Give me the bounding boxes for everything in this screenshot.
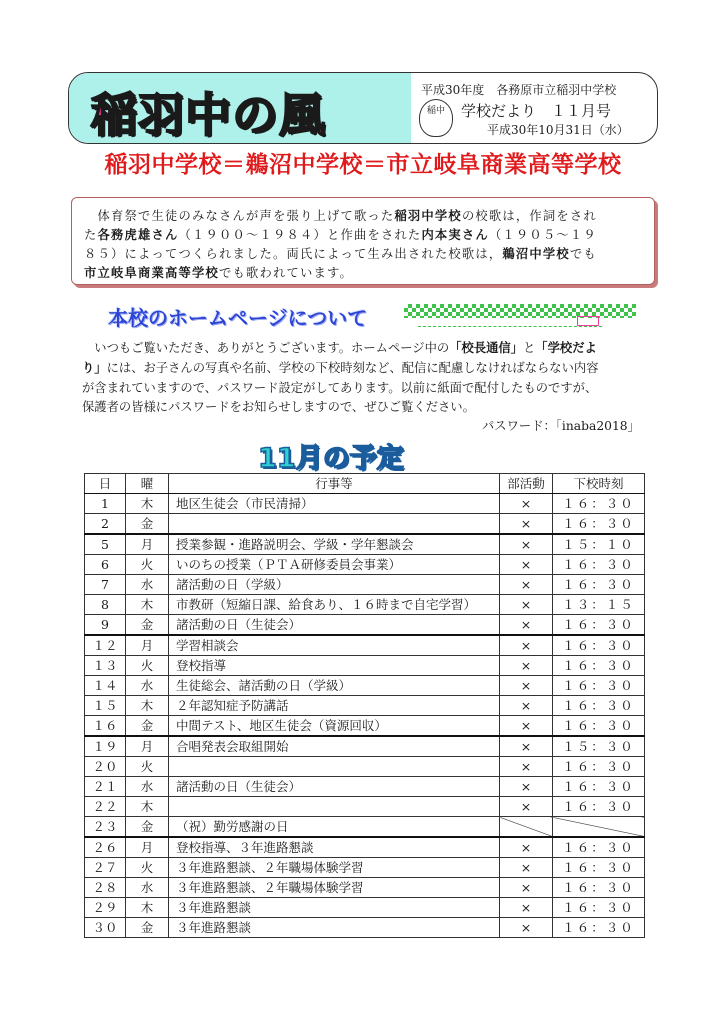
table-row: [85, 716, 645, 737]
cell-club: ×: [500, 676, 553, 696]
cell-club: ×: [500, 858, 553, 878]
cell-event: 地区生徒会（市民清掃）: [169, 494, 500, 514]
cell-event: ３年進路懇談、２年職場体験学習: [169, 878, 500, 898]
cell-day: １４: [85, 676, 126, 696]
cell-club: ×: [500, 575, 553, 595]
table-row: [85, 575, 645, 595]
cell-dismissal: １６：３０: [553, 494, 645, 514]
table-row: [85, 777, 645, 797]
cell-weekday: 水: [126, 676, 169, 696]
cell-weekday: 木: [126, 898, 169, 918]
cell-event: 諸活動の日（学級）: [169, 575, 500, 595]
table-row: [85, 514, 645, 535]
cell-club: ×: [500, 898, 553, 918]
homepage-text-line: いつもご覧いただき、ありがとうございます。ホームページ中の「校長通信」と「学校だよ: [82, 340, 597, 355]
cell-day: ２２: [85, 797, 126, 817]
cell-dismissal: １６：３０: [553, 878, 645, 898]
cell-weekday: 水: [126, 878, 169, 898]
cell-event: 登校指導、３年進路懇談: [169, 837, 500, 858]
cell-dismissal: １６：３０: [553, 898, 645, 918]
school-song-notice: [71, 197, 655, 285]
cell-dismissal: １６：３０: [553, 575, 645, 595]
table-row: [85, 858, 645, 878]
cell-weekday: 月: [126, 635, 169, 656]
cell-event: 合唱発表会取組開始: [169, 736, 500, 757]
table-row: [85, 555, 645, 575]
cell-dismissal: １５：３０: [553, 736, 645, 757]
cell-club: ×: [500, 837, 553, 858]
cell-club: ×: [500, 797, 553, 817]
cell-weekday: 木: [126, 696, 169, 716]
cell-club: ×: [500, 696, 553, 716]
cell-dismissal: １６：３０: [553, 797, 645, 817]
table-row: [85, 757, 645, 777]
table-row: [85, 898, 645, 918]
cell-dismissal: １６：３０: [553, 635, 645, 656]
cell-club: ×: [500, 514, 553, 535]
cell-day: 8: [85, 595, 126, 615]
cell-day: １９: [85, 736, 126, 757]
cell-event: ３年進路懇談: [169, 898, 500, 918]
cell-day: ３０: [85, 918, 126, 938]
cell-weekday: 木: [126, 494, 169, 514]
cell-dismissal: １６：３０: [553, 615, 645, 636]
cell-weekday: 金: [126, 615, 169, 636]
homepage-text-line: り」には、お子さんの写真や名前、学校の下校時刻など、配信に配慮しなければならない内容: [82, 360, 599, 375]
schedule-heading: 11月の予定: [258, 443, 404, 474]
cell-weekday: 月: [126, 736, 169, 757]
column-header-weekday: 曜: [126, 474, 169, 494]
cell-event: ２年認知症予防講話: [169, 696, 500, 716]
cell-day: 2: [85, 514, 126, 535]
cell-weekday: 金: [126, 918, 169, 938]
cell-club: [500, 817, 553, 838]
column-header-club: 部活動: [500, 474, 553, 494]
emblem-label: 稲中: [426, 106, 445, 116]
table-row: [85, 595, 645, 615]
cell-day: ２１: [85, 777, 126, 797]
cell-dismissal: １６：３０: [553, 777, 645, 797]
cell-day: １６: [85, 716, 126, 737]
cell-weekday: 木: [126, 797, 169, 817]
table-row: [85, 817, 645, 838]
table-row: [85, 918, 645, 938]
cell-day: ２３: [85, 817, 126, 838]
schedule-table: [84, 473, 645, 938]
cell-weekday: 月: [126, 534, 169, 555]
column-header-event: 行事等: [169, 474, 500, 494]
table-row: [85, 797, 645, 817]
homepage-section-heading: 本校のホームページについて: [108, 306, 368, 330]
cell-day: ２８: [85, 878, 126, 898]
cell-day: １３: [85, 656, 126, 676]
table-row: [85, 736, 645, 757]
table-row: [85, 676, 645, 696]
cell-dismissal: [553, 817, 645, 838]
column-header-dismissal: 下校時刻: [553, 474, 645, 494]
cell-event: 授業参観・進路説明会、学級・学年懇談会: [169, 534, 500, 555]
cell-day: ２６: [85, 837, 126, 858]
issue-title: 学校だより １１月号: [461, 102, 612, 120]
cell-club: ×: [500, 635, 553, 656]
cell-dismissal: １６：３０: [553, 757, 645, 777]
cell-event: （祝）勤労感謝の日: [169, 817, 500, 838]
cell-event: 生徒総会、諸活動の日（学級）: [169, 676, 500, 696]
cell-day: 1: [85, 494, 126, 514]
cell-event: いのちの授業（ＰＴＡ研修委員会事業）: [169, 555, 500, 575]
schools-banner: 稲羽中学校＝鵜沼中学校＝市立岐阜商業高等学校: [104, 152, 622, 178]
cell-dismissal: １６：３０: [553, 696, 645, 716]
cell-event: 市教研（短縮日課、給食あり、１６時まで自宅学習）: [169, 595, 500, 615]
cell-weekday: 木: [126, 595, 169, 615]
newsletter-title: 稲羽中の風: [91, 88, 326, 142]
cell-event: ３年進路懇談、２年職場体験学習: [169, 858, 500, 878]
cell-day: ２７: [85, 858, 126, 878]
cell-dismissal: １６：３０: [553, 656, 645, 676]
table-row: [85, 494, 645, 514]
cell-day: ２０: [85, 757, 126, 777]
cell-dismissal: １６：３０: [553, 716, 645, 737]
cell-dismissal: １６：３０: [553, 555, 645, 575]
cell-day: １５: [85, 696, 126, 716]
homepage-text-line: 保護者の皆様にパスワードをお知らせしますので、ぜひご覧ください。: [82, 400, 475, 414]
cell-day: 5: [85, 534, 126, 555]
cell-club: ×: [500, 615, 553, 636]
cell-dismissal: １５：１０: [553, 534, 645, 555]
cell-event: 諸活動の日（生徒会）: [169, 777, 500, 797]
cell-day: ２９: [85, 898, 126, 918]
issue-date: 平成30年10月31日（水）: [487, 123, 629, 137]
cell-club: ×: [500, 716, 553, 737]
cell-weekday: 火: [126, 656, 169, 676]
table-row: [85, 878, 645, 898]
cell-club: ×: [500, 595, 553, 615]
cell-event: [169, 514, 500, 535]
cell-weekday: 火: [126, 757, 169, 777]
cell-event: 学習相談会: [169, 635, 500, 656]
cell-event: ３年進路懇談: [169, 918, 500, 938]
cell-weekday: 金: [126, 817, 169, 838]
cell-weekday: 火: [126, 555, 169, 575]
cell-club: ×: [500, 918, 553, 938]
cell-weekday: 火: [126, 858, 169, 878]
notice-line: 市立岐阜商業高等学校でも歌われています。: [84, 265, 353, 280]
school-emblem-icon: [419, 99, 453, 137]
cell-weekday: 金: [126, 514, 169, 535]
cell-club: ×: [500, 656, 553, 676]
cell-club: ×: [500, 494, 553, 514]
cell-weekday: 水: [126, 777, 169, 797]
cell-dismissal: １６：３０: [553, 514, 645, 535]
cell-day: １２: [85, 635, 126, 656]
cell-day: 6: [85, 555, 126, 575]
cell-club: ×: [500, 878, 553, 898]
cell-dismissal: １６：３０: [553, 676, 645, 696]
notice-line: た各務虎雄さん（１９００～１９８４）と作曲をされた内本実さん（１９０５～１９: [84, 227, 597, 242]
notice-line: ８５）によってつくられました。両氏によって生み出された校歌は，鵜沼中学校でも: [84, 246, 597, 261]
cell-event: 登校指導: [169, 656, 500, 676]
cell-weekday: 水: [126, 575, 169, 595]
cell-event: [169, 797, 500, 817]
table-row: [85, 837, 645, 858]
cell-dismissal: １６：３０: [553, 918, 645, 938]
table-row: [85, 534, 645, 555]
newsletter-header: [68, 72, 658, 144]
cell-dismissal: １６：３０: [553, 858, 645, 878]
table-row: [85, 615, 645, 636]
table-header-row: [85, 474, 645, 494]
notice-line: 体育祭で生徒のみなさんが声を張り上げて歌った稲羽中学校の校歌は，作詞をされ: [84, 208, 597, 223]
cell-club: ×: [500, 534, 553, 555]
cell-club: ×: [500, 736, 553, 757]
table-row: [85, 656, 645, 676]
cell-club: ×: [500, 555, 553, 575]
cell-weekday: 月: [126, 837, 169, 858]
cell-dismissal: １３：１５: [553, 595, 645, 615]
column-header-day: 日: [85, 474, 126, 494]
cell-club: ×: [500, 777, 553, 797]
cell-event: 中間テスト、地区生徒会（資源回収）: [169, 716, 500, 737]
cell-event: 諸活動の日（生徒会）: [169, 615, 500, 636]
cell-event: [169, 757, 500, 777]
password-note: パスワード：「inaba2018」: [482, 419, 640, 433]
homepage-text-line: が含まれていますので、パスワード設定がしてあります。以前に紙面で配付したものですが、: [82, 381, 598, 395]
cell-day: 7: [85, 575, 126, 595]
decorative-box: [577, 316, 599, 326]
table-row: [85, 696, 645, 716]
cell-dismissal: １６：３０: [553, 837, 645, 858]
checker-decoration: [404, 304, 636, 318]
decorative-line: [418, 320, 602, 327]
school-name: 平成30年度 各務原市立稲羽中学校: [421, 83, 617, 97]
cell-club: ×: [500, 757, 553, 777]
cell-day: 9: [85, 615, 126, 636]
cell-weekday: 金: [126, 716, 169, 737]
table-row: [85, 635, 645, 656]
